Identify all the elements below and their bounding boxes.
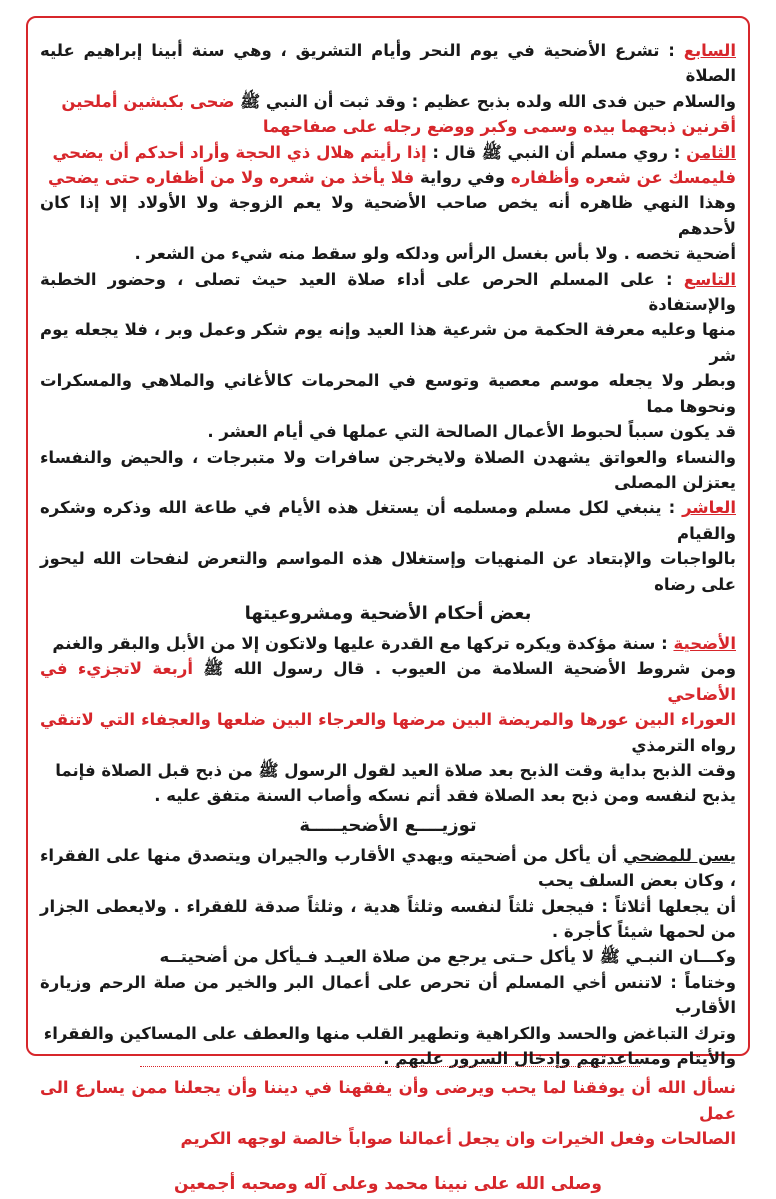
hadith-quote: أقرنين ذبحهما بيده وسمى وكبر ووضع رجله على صفاحهما [262,117,736,137]
text-line: والنساء والعواتق يشهدن الصلاة ولايخرجن سافرات ولا متبرجات ، والحيض والنفساء يعتزلن المصلى [40,447,736,492]
hadith-quote: فليمسك عن شعره وأظفاره [510,168,736,188]
hadith-quote: أربعة لاتجزيء في الأضاحي [40,659,736,704]
text-line: بالواجبات والإبتعاد عن المنهيات وإستغلال هذه المواسم والتعرض لنفحات الله ليحوز على رضاه [40,549,736,594]
text-line: أضحية تخصه . ولا بأس بغسل الرأس ودلكه ولو سقط منه شيء من الشعر . [134,244,736,264]
hadith-quote: فلا يأخذ من شعره ولا من أظفاره حتى يضحي [48,168,415,188]
text-line: وترك التباغض والحسد والكراهية وتطهير القلب منها والعطف على المساكين والفقراء [43,1023,736,1043]
text-line: قد يكون سبباً لحبوط الأعمال الصالحة التي عملها في أيام العشر . [207,422,736,442]
text-line: وبطر ولا يجعله موسم معصية وتوسع في المحرمات كالأغاني والملاهي والمسكرات ونحوها مما [40,371,736,416]
text-line: وهذا النهي ظاهره أنه يخص صاحب الأضحية ولا يعم الزوجة ولا الأولاد إلا إذا كان لأحدهم [40,193,736,238]
text-line: فليمسك عن شعره وأظفاره وفي رواية فلا يأخذ من شعره ولا من أظفاره حتى يضحي [48,168,736,188]
text-line: العوراء البين عورها والمريضة البين مرضها والعرجاء البين ضلعها والعجفاء التي لاتنقي رواه الترمذي [40,710,736,755]
section-label-ninth: التاسع [683,269,736,289]
hadith-quote: العوراء البين عورها والمريضة البين مرضها والعرجاء البين ضلعها والعجفاء التي لاتنقي [40,710,736,730]
text-line: يذبح لنفسه ومن ذبح بعد الصلاة فقد أتم نسكه وأصاب السنة متفق عليه . [154,786,736,806]
text-line: الأضحية : سنة مؤكدة ويكره تركها مع القدرة عليها ولاتكون إلا من الأبل والبقر والغنم [52,633,736,653]
text-line: ومن شروط الأضحية السلامة من العيوب . قال رسول الله ﷺ أربعة لاتجزيء في الأضاحي [40,659,736,704]
hadith-quote: ضحى بكبشين أملحين [61,91,235,111]
section-label-tenth: العاشر [682,498,736,518]
text-line: العاشر : ينبغي لكل مسلم ومسلمه أن يستغل هذه الأيام في طاعة الله وذكره وشكره والقيام [40,498,736,543]
section-heading-distribution: توزيــــع الأضحيـــــة [299,814,477,836]
text-line: والأيتام ومساعدتهم وإدخال السرور عليهم . [383,1049,736,1069]
text-line: والسلام حين فدى الله ولده بذبح عظيم : وقد ثبت أن النبي ﷺ ضحى بكبشين أملحين [61,91,736,111]
hadith-quote: إذا رأيتم هلال ذي الحجة وأراد أحدكم أن يضحي [52,142,427,162]
text-line: وختاماً : لاتنس أخي المسلم أن تحرص على أعمال البر والخير من صلة الرحم وزيارة الأقارب [40,972,736,1018]
text-line: وكـــان النبـي ﷺ لا يأكل حـتى يرجع من صلاة العيـد فـيأكل من أضحيتــه [159,947,736,967]
text-line: منها وعليه معرفة الحكمة من شرعية هذا العيد وإنه يوم شكر وعمل وبر ، فلا يجعله يوم شر [40,320,736,365]
page-frame [26,16,750,1194]
closing-prayer-line: الصالحات وفعل الخيرات وان يجعل أعمالنا صواباً خالصة لوجهه الكريم [180,1129,736,1149]
text-line: التاسع : على المسلم الحرص على أداء صلاة العيد حيث تصلى ، وحضور الخطبة والإستفادة [40,269,736,315]
closing-prayer-line: نسأل الله أن يوفقنا لما يحب ويرضى وأن يفقهنا في ديننا وأن يجعلنا ممن يسارع الى عمل [40,1078,736,1123]
section-label-eighth: الثامن [686,142,736,162]
text-line: يسن للمضحي أن يأكل من أضحيته ويهدي الأقارب والجيران ويتصدق منها على الفقراء ، وكان بعض السلف يحب [40,845,736,891]
section-heading-rulings: بعض أحكام الأضحية ومشروعيتها [244,602,532,624]
text-line: السابع : تشرع الأضحية في يوم النحر وأيام التشريق ، وهي سنة أبينا إبراهيم عليه الصلاة [40,41,736,86]
section-label-sunnah: يسن للمضحي [623,845,736,865]
footer-dotted-line [140,1066,640,1069]
text-line: وقت الذبح بداية وقت الذبح بعد صلاة العيد لقول الرسول ﷺ من ذبح قبل الصلاة فإنما [55,760,736,780]
section-label-seventh: السابع [683,41,736,60]
text-line: أن يجعلها أثلاثاً : فيجعل ثلثاً لنفسه وثلثاً هدية ، وثلثاً صدقة للفقراء . ولايعطى الجزار من لحمها شيئاً كأجرة . [40,896,736,941]
section-label-udhiyah: الأضحية [673,633,736,653]
text-line: الثامن : روي مسلم أن النبي ﷺ قال : إذا رأيتم هلال ذي الحجة وأراد أحدكم أن يضحي [52,142,736,162]
closing-salutation: وصلى الله على نبينا محمد وعلى آله وصحبه أجمعين [174,1173,602,1194]
